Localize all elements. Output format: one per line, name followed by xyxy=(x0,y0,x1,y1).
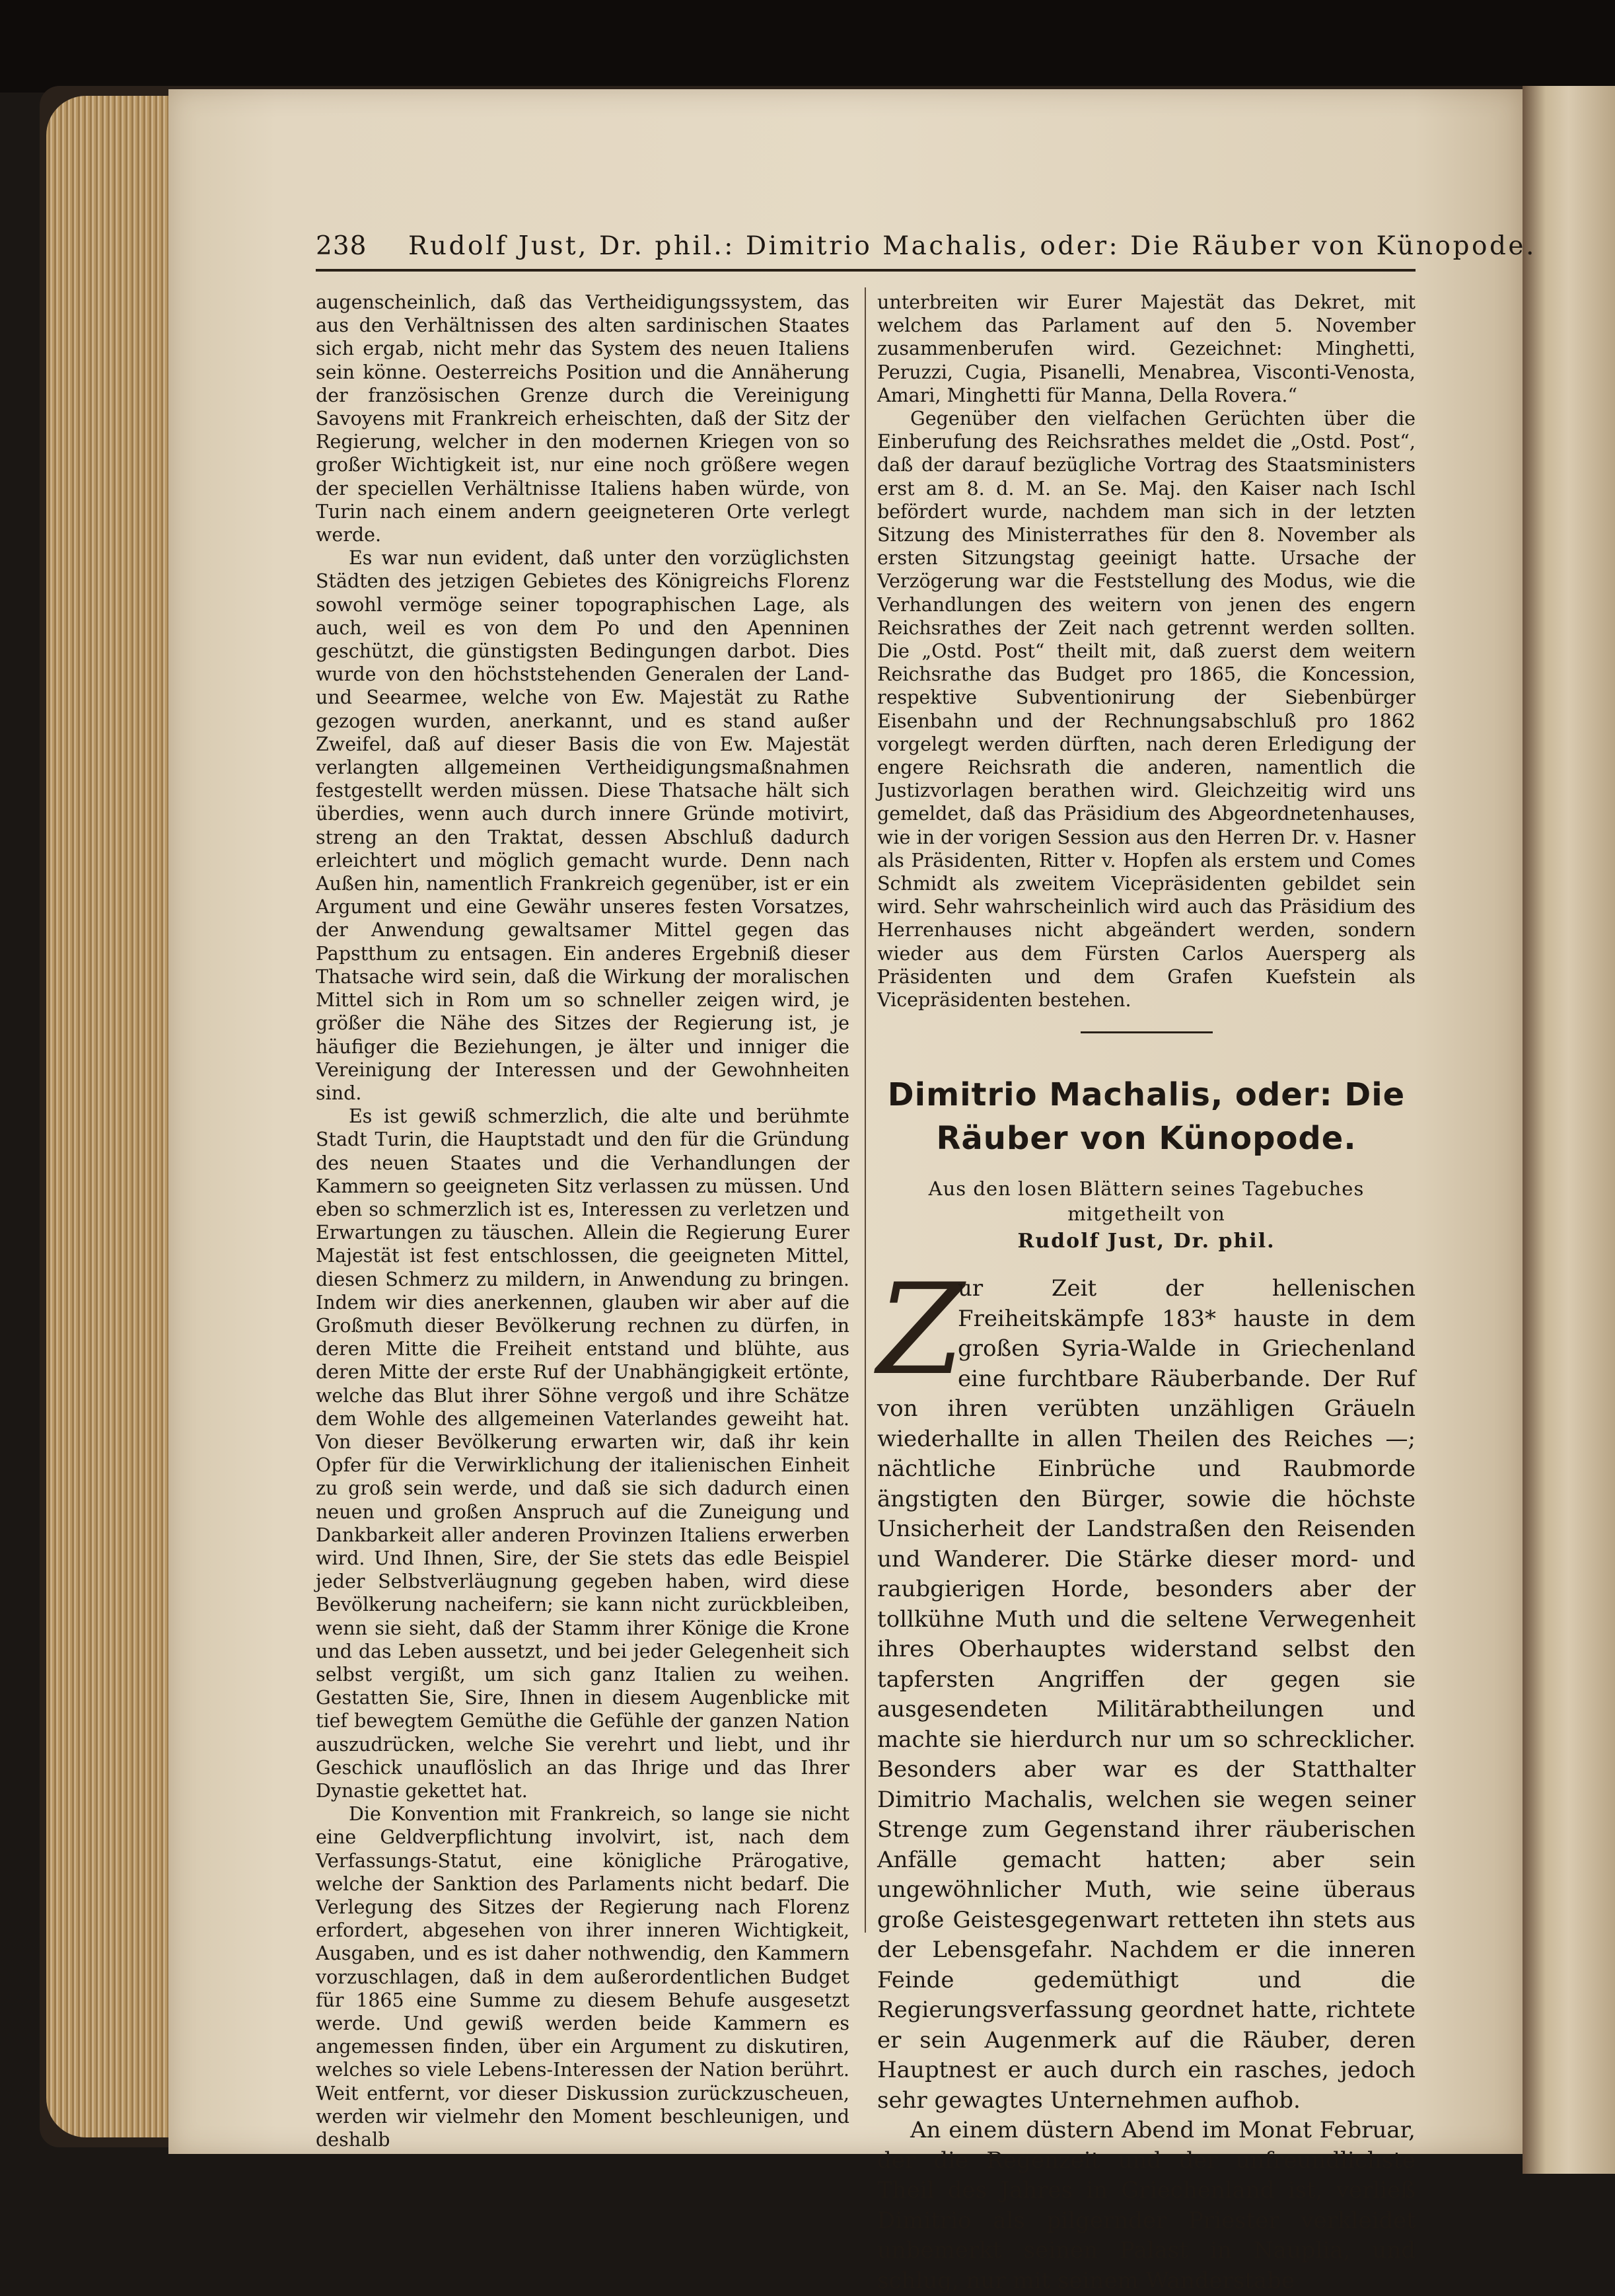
column-divider xyxy=(865,287,866,1933)
story-author: Rudolf Just, Dr. phil. xyxy=(1017,1230,1275,1253)
paragraph: Gegenüber den vielfachen Gerüchten über die Einberufung des Reichsrathes meldet die „Ostd. Post“, daß der darauf bezügliche Vortrag des Staatsministers erst am 8. d. M. an Se. Maj. den Kaiser nach Ischl befördert wurde, nachdem man sich in der letzten Sitzung des Ministerrathes für den 8. November als ersten Sitzungstag geeinigt hatte. Ursache der Verzögerung war die Feststellung des Modus, wie die Verhandlungen des weitern von jenen des engern Reichsrathes der Zeit nach getrennt werden sollten. Die „Ostd. Post“ theilt mit, daß zuerst dem weitern Reichsrathe das Budget pro 1865, die Koncession, respektive Subventionirung der Siebenbürger Eisenbahn und der Rechnungsabschluß pro 1862 vorgelegt werden dürften, nach deren Erledigung der engere Reichsrath die anderen, namentlich die Justizvorlagen berathen wird. Gleichzeitig wird uns gemeldet, daß das Präsidium des Abgeordnetenhauses, wie in der vorigen Session aus den Herren Dr. v. Hasner als Präsidenten, Ritter v. Hopfen als erstem und Comes Schmidt als zweitem Vicepräsidenten gebildet sein wird. Sehr wahrscheinlich wird auch das Präsidium des Herrenhauses nicht abgeändert werden, sondern wieder aus dem Fürsten Carlos Auersperg als Präsidenten und dem Grafen Kuefstein als Vicepräsidenten bestehen. xyxy=(877,408,1416,1012)
drop-cap: Z xyxy=(877,1257,965,1403)
paragraph: Es war nun evident, daß unter den vorzüglichsten Städten des jetzigen Gebietes des Königreichs Florenz sowohl vermöge seiner topographischen Lage, als auch, weil es von dem Po und den Apenninen geschützt, die günstigsten Bedingungen darbot. Dies wurde von den höchststehenden Generalen der Land- und Seearmee, welche von Ew. Majestät zu Rathe gezogen wurden, anerkannt, und es stand außer Zweifel, daß auf dieser Basis die von Ew. Majestät verlangten allgemeinen Vertheidigungsmaßnahmen festgestellt werden müssen. Diese Thatsache hält sich überdies, wenn auch durch innere Gründe motivirt, streng an den Traktat, dessen Abschluß dadurch erleichtert und möglich gemacht wurde. Denn nach Außen hin, namentlich Frankreich gegenüber, ist er ein Argument und eine Gewähr unseres festen Vorsatzes, der Anwendung gewaltsamer Mittel gegen das Papstthum zu entsagen. Ein anderes Ergebniß dieser Thatsache wird sein, daß die Wirkung der moralischen Mittel sich in Rom um so schneller zeigen wird, je größer die Nähe des Sitzes der Regierung ist, je häufiger die Beziehungen, je älter und inniger die Vereinigung der Interessen und der Gewohnheiten sind. xyxy=(316,547,849,1104)
running-title: Rudolf Just, Dr. phil.: Dimitrio Machalis, oder: Die Räuber von Künopode. xyxy=(408,231,1536,261)
facing-page-edge xyxy=(1523,86,1615,2174)
paragraph: augenscheinlich, daß das Vertheidigungssystem, das aus den Verhältnissen des alten sardinischen Staates sich ergab, nicht mehr das System des neuen Italiens sein könne. Oesterreichs Position und die Annäherung der französischen Grenze durch die Vereinigung Savoyens mit Frankreich erheischten, daß der Sitz der Regierung, welcher in den modernen Kriegen von so großer Wichtigkeit ist, nur eine noch größere wegen der speciellen Verhältnisse Italiens haben würde, von Turin nach einem andern geeigneteren Orte verlegt werde. xyxy=(316,291,849,546)
story-subtitle: Aus den losen Blättern seines Tagebuches mitgetheilt von xyxy=(928,1177,1365,1226)
story-paragraph-text: ur Zeit der hellenischen Freiheitskämpfe 183* hauste in dem großen Syria-Walde in Griechenland eine furchtbare Räuberbande. Der Ruf von ihren verübten unzähligen Gräueln wiederhallte in allen Theilen des Reiches —; nächtliche Einbrüche und Raubmorde ängstigten den Bürger, sowie die höchste Unsicherheit der Landstraßen den Reisenden und Wanderer. Die Stärke dieser mord- und raubgierigen Horde, besonders aber der tollkühne Muth und die seltene Verwegenheit ihres Oberhauptes widerstand selbst den tapfersten Angriffen der gegen sie ausgesendeten Militärabtheilungen und machte sie hierdurch nur um so schrecklicher. Besonders aber war es der Statthalter Dimitrio Machalis, welchen sie wegen seiner Strenge zum Gegenstand ihrer räuberischen Anfälle gemacht hatten; aber sein ungewöhnlicher Muth, wie seine überaus große Geistesgegenwart retteten ihn stets aus der Lebensgefahr. Nachdem er die inneren Feinde gedemüthigt und die Regierungsverfassung geordnet hatte, richtete er sein Augenmerk auf die Räuber, deren Hauptnest er auch durch ein rasches, jedoch sehr gewagtes Unternehmen aufhob. xyxy=(877,1275,1416,2114)
scan-background-top xyxy=(0,0,1615,93)
left-column xyxy=(316,291,849,2151)
paragraph: unterbreiten wir Eurer Majestät das Dekret, mit welchem das Parlament auf den 5. November zusammenberufen wird. Gezeichnet: Minghetti, Peruzzi, Cugia, Pisanelli, Menabrea, Visconti-Venosta, Amari, Minghetti für Manna, Della Rovera.“ xyxy=(877,291,1416,406)
story-title: Dimitrio Machalis, oder: Die Räuber von Künopode. xyxy=(887,1076,1406,1158)
story-paragraph: An einem düstern Abend im Monat Februar, der die Regenzeit und der unfreundlichste Theil des Jahres in Griechenland ist, verließ Dimitrio als pilgernder Priester verkleidet unbemerkt seinen Palast in Nauplia, und schlug, nur mit seinem Wanderstabe xyxy=(877,2117,1416,2294)
header-rule xyxy=(316,269,1416,272)
paragraph: Die Konvention mit Frankreich, so lange sie nicht eine Geldverpflichtung involvirt, ist, nach dem Verfassungs-Statut, eine königliche Prärogative, welche der Sanktion des Parlaments nicht bedarf. Die Verlegung des Sitzes der Regierung nach Florenz erfordert, abgesehen von ihrer inneren Wichtigkeit, Ausgaben, und es ist daher nothwendig, den Kammern vorzuschlagen, daß in dem außerordentlichen Budget für 1865 eine Summe zu diesem Behufe ausgesetzt werde. Und gewiß werden beide Kammern es angemessen finden, über ein Argument zu diskutiren, welches so viele Lebens-Interessen der Nation berührt. Weit entfernt, vor dieser Diskussion zurückzuscheuen, werden wir vielmehr den Moment beschleunigen, und deshalb xyxy=(316,1803,849,2151)
running-head xyxy=(316,231,1536,271)
paragraph: Es ist gewiß schmerzlich, die alte und berühmte Stadt Turin, die Hauptstadt und den für die Gründung des neuen Staates und die Verhandlungen der Kammern so geeigneten Sitz verlassen zu müssen. Und eben so schmerzlich ist es, Interessen zu verletzen und Erwartungen zu täuschen. Allein die Regierung Eurer Majestät ist fest entschlossen, die geeigneten Mittel, diesen Schmerz zu mildern, in Anwendung zu bringen. Indem wir dies anerkennen, glauben wir aber auf die Großmuth dieser Bevölkerung rechnen zu dürfen, in deren Mitte die Freiheit entstand und blühte, aus deren Mitte der erste Ruf der Unabhängigkeit ertönte, welche das Blut ihrer Söhne vergoß und ihre Schätze dem Wohle des allgemeinen Vaterlandes geweiht hat. Von dieser Bevölkerung erwarten wir, daß ihr kein Opfer für die Verwirklichung der italienischen Einheit zu groß sein werde, und daß sie sich dadurch einen neuen und großen Anspruch auf die Zuneigung und Dankbarkeit aller anderen Provinzen Italiens erwerben wird. Und Ihnen, Sire, der Sie stets das edle Beispiel jeder Selbstverläugnung gegeben haben, wird diese Bevölkerung nacheifern; sie kann nicht zurückbleiben, wenn sie sieht, daß der Stamm ihrer Könige die Krone und das Leben aussetzt, und bei jeder Gelegenheit sich selbst vergißt, um sich ganz Italien zu weihen. Gestatten Sie, Sire, Ihnen in diesem Augenblicke mit tief bewegtem Gemüthe die Gefühle der ganzen Nation auszudrücken, welche Sie verehrt und liebt, und ihr Geschick unauflöslich an das Ihrige und das Ihrer Dynastie gekettet hat. xyxy=(316,1105,849,1802)
page-number: 238 xyxy=(316,231,367,261)
section-separator xyxy=(1081,1031,1213,1033)
page-edges-left xyxy=(46,96,172,2137)
right-column xyxy=(877,291,1416,2296)
story-paragraph xyxy=(877,1257,1416,2116)
